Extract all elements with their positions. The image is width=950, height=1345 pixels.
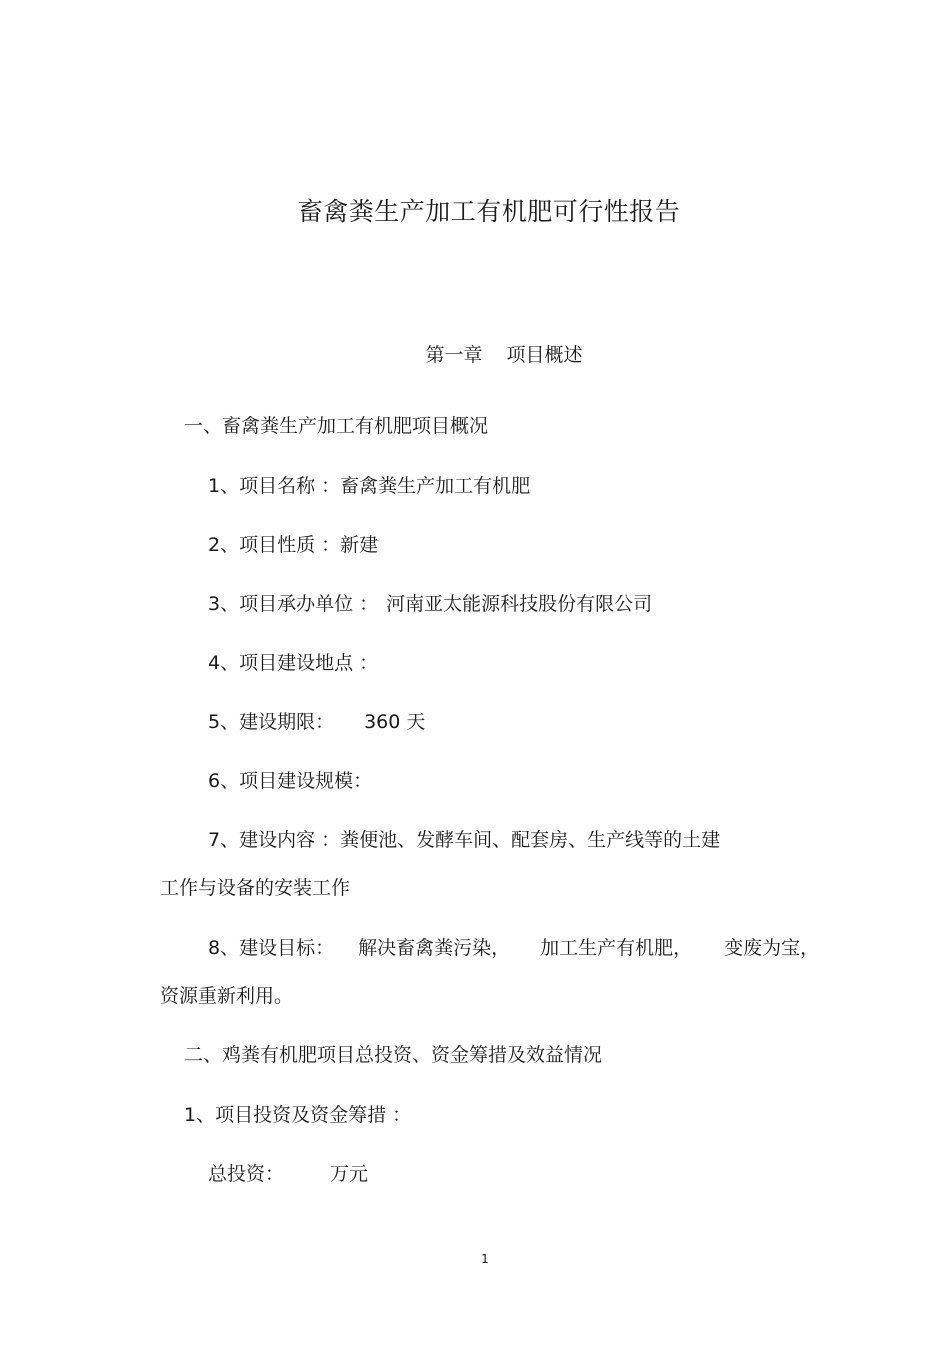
period-value: 360 天 xyxy=(364,711,426,733)
chapter-name: 项目概述 xyxy=(506,344,583,366)
item-organizer xyxy=(208,589,652,616)
section-2-heading: 二、鸡粪有机肥项目总投资、资金筹措及效益情况 xyxy=(184,1044,603,1066)
item-project-name: 1、项目名称 ：畜禽粪生产加工有机肥 xyxy=(208,475,531,497)
item-scale: 6、项目建设规模： xyxy=(208,770,373,792)
chapter-heading xyxy=(0,340,950,367)
item-project-nature: 2、项目性质 ：新建 xyxy=(208,534,379,556)
document-title: 畜禽粪生产加工有机肥可行性报告 xyxy=(297,197,681,226)
item-period xyxy=(208,707,425,734)
chapter-number: 第一章 xyxy=(425,344,483,366)
organizer-label: 3、项目承办单位 ： xyxy=(208,593,379,615)
item-content-line1: 7、建设内容 ：粪便池、发酵车间、配套房、生产线等的土建 xyxy=(208,829,721,851)
total-unit: 万元 xyxy=(330,1163,369,1185)
section-1-heading: 一、畜禽粪生产加工有机肥项目概况 xyxy=(184,415,489,437)
goal-part1: 解决畜禽粪污染， xyxy=(358,937,511,959)
goal-label: 8、建设目标： xyxy=(208,937,335,959)
goal-part3: 变废为宝， xyxy=(724,937,820,959)
organizer-value: 河南亚太能源科技股份有限公司 xyxy=(386,593,653,615)
total-label: 总投资： xyxy=(208,1163,285,1185)
section-2-sub1: 1、项目投资及资金筹措 ： xyxy=(184,1104,412,1126)
period-label: 5、建设期限： xyxy=(208,711,335,733)
item-goal-line1 xyxy=(208,933,819,960)
item-site: 4、项目建设地点 ： xyxy=(208,652,379,674)
goal-part2: 加工生产有机肥， xyxy=(540,937,693,959)
page-number: 1 xyxy=(481,1252,489,1266)
total-investment xyxy=(208,1159,368,1186)
item-content-line2: 工作与设备的安装工作 xyxy=(160,877,351,899)
item-goal-line2: 资源重新利用。 xyxy=(160,985,294,1007)
